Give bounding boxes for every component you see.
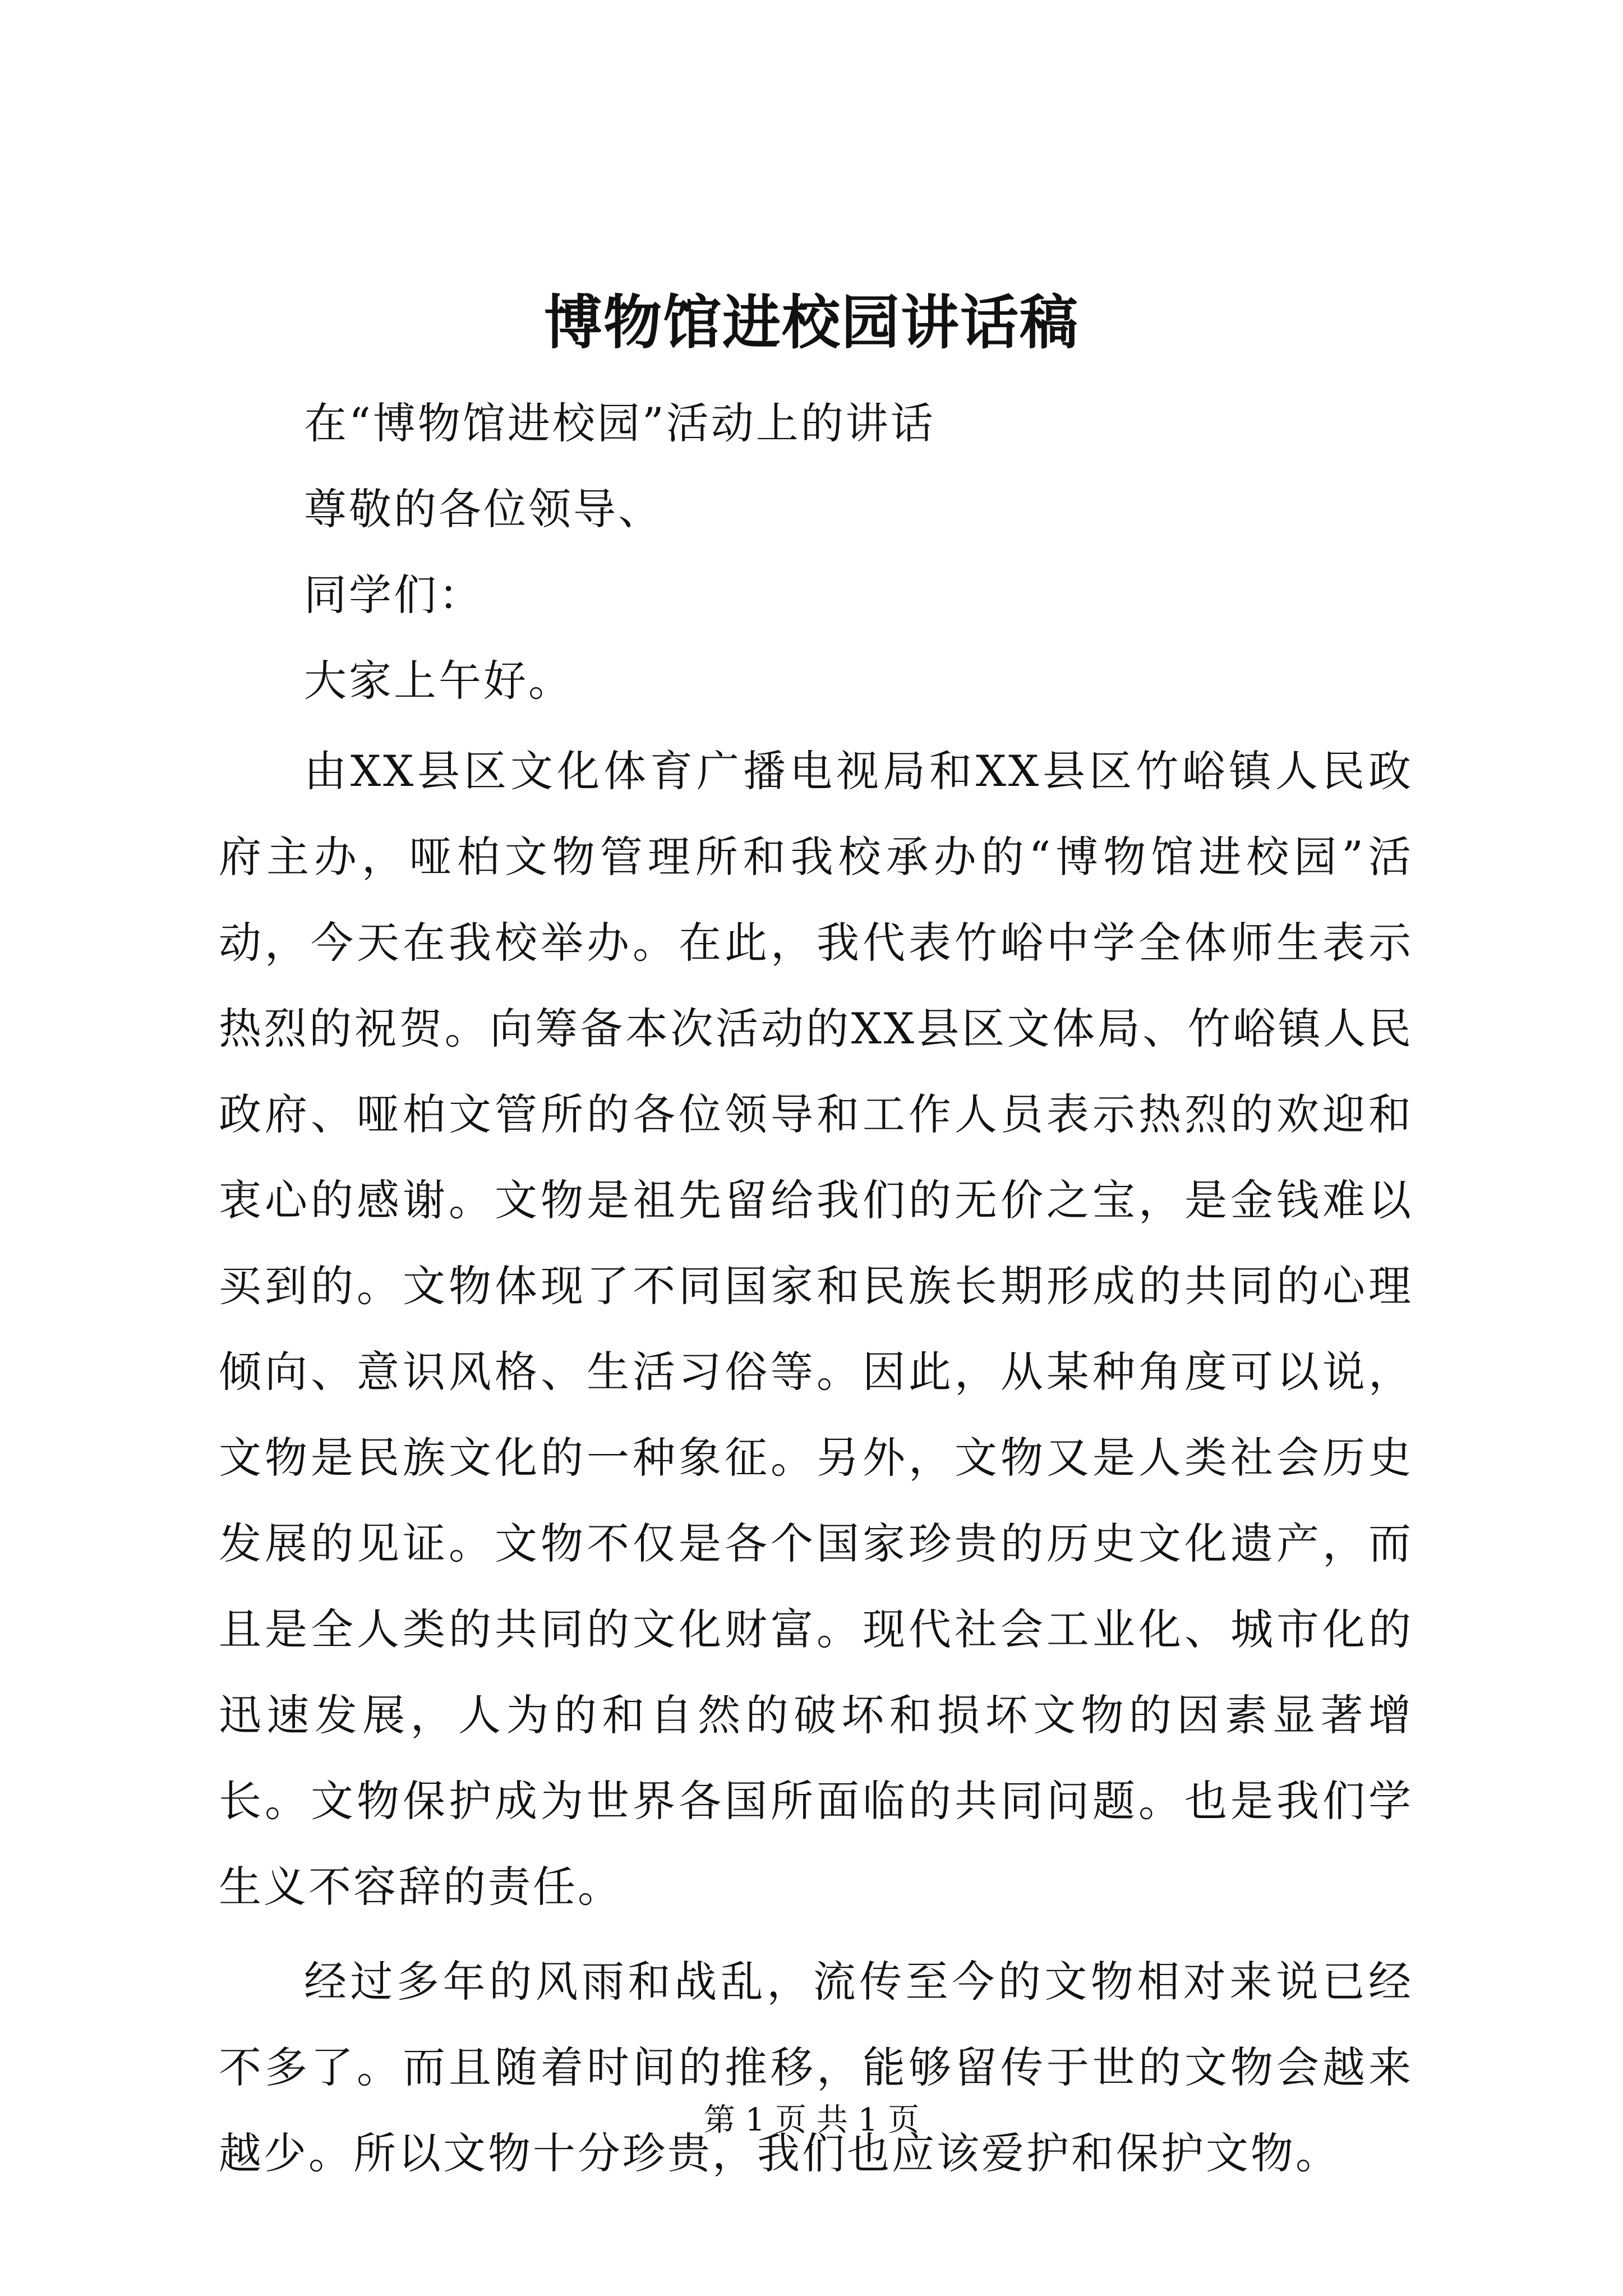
document-title: 博物馆进校园讲话稿 <box>543 288 1079 357</box>
document-body <box>219 380 1413 2196</box>
page-number: 第 1 页 共 1 页 <box>703 2102 920 2138</box>
body-paragraph: 由XX县区文化体育广播电视局和XX县区竹峪镇人民政府主办，哑柏文物管理所和我校承办的“博物馆进校园”活动，今天在我校举办。在此，我代表竹峪中学全体师生表示热烈的祝贺。向筹备本次活动的XX县区文体局、竹峪镇人民政府、哑柏文管所的各位领导和工作人员表示热烈的欢迎和衷心的感谢。文物是祖先留给我们的无价之宝，是金钱难以买到的。文物体现了不同国家和民族长期形成的共同的心理倾向、意识风格、生活习俗等。因此，从某种角度可以说，文物是民族文化的一种象征。另外，文物又是人类社会历史发展的见证。文物不仅是各个国家珍贵的历史文化遗产，而且是全人类的共同的文化财富。现代社会工业化、城市化的迅速发展，人为的和自然的破坏和损坏文物的因素显著增长。文物保护成为世界各国所面临的共同问题。也是我们学生义不容辞的责任。 <box>219 746 1413 1912</box>
greeting: 大家上午好。 <box>304 656 573 706</box>
salutation-students: 同学们： <box>304 570 483 620</box>
body-paragraph: 经过多年的风雨和战乱，流传至今的文物相对来说已经不多了。而且随着时间的推移，能够留传于世的文物会越来越少。所以文物十分珍贵，我们也应该爱护和保护文物。 <box>219 1957 1413 2178</box>
salutation-leaders: 尊敬的各位领导、 <box>304 484 663 534</box>
speech-subtitle: 在“博物馆进校园”活动上的讲话 <box>304 398 935 448</box>
